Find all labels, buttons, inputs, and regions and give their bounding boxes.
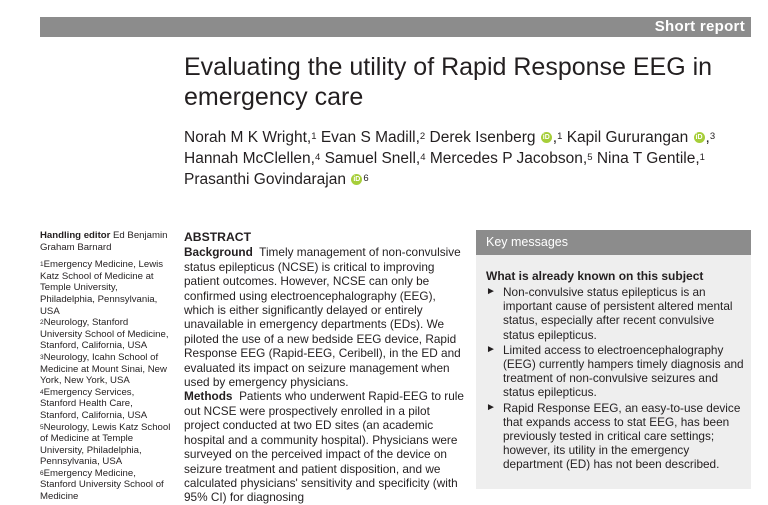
list-item xyxy=(486,343,745,400)
author-name: Samuel Snell, xyxy=(324,150,421,167)
key-messages-list xyxy=(476,285,751,472)
author-affiliation: 3 xyxy=(709,131,716,142)
handling-editor xyxy=(40,230,172,253)
abstract-methods xyxy=(184,389,466,504)
abstract-heading: ABSTRACT xyxy=(184,230,252,244)
affiliation-text: Emergency Medicine, Lewis Katz School of Medicine at Temple University, Philadelphia, Pennsylvania, USA xyxy=(40,259,164,317)
article-type-banner xyxy=(40,17,751,37)
list-item xyxy=(486,401,745,472)
author-name: Nina T Gentile, xyxy=(596,150,700,167)
affiliation-text: Neurology, Icahn School of Medicine at Mount Sinai, New York, New York, USA xyxy=(40,351,167,387)
author-name: Evan S Madill, xyxy=(320,129,420,146)
author-affiliation: 1 xyxy=(557,131,563,142)
affiliation xyxy=(40,422,172,468)
author-affiliation: 2 xyxy=(419,131,426,142)
author-name: Derek Isenberg xyxy=(429,129,536,146)
methods-text: Patients who underwent Rapid-EEG to rule out NCSE were prospectively enrolled in a pilot project conducted at two ED sites (an academic hospital and a community hospital). Physicians were surveyed on the perceived impact of the device on seizure treatment and patient disposition, and we calculated physicians' sensitivity and specificity (with 95% CI) for diagnosing xyxy=(184,389,464,505)
abstract xyxy=(184,230,466,505)
affiliation xyxy=(40,259,172,317)
author-name: Prasanthi Govindarajan xyxy=(184,171,346,188)
author-affiliation: 1 xyxy=(699,152,705,163)
arrow-right-icon: ► xyxy=(486,286,496,297)
orcid-icon[interactable]: iD xyxy=(542,134,550,142)
affiliation-number: 6 xyxy=(40,469,44,477)
arrow-right-icon: ► xyxy=(486,401,496,413)
author-affiliation: 4 xyxy=(420,152,426,163)
author-name: Mercedes P Jacobson, xyxy=(429,150,588,167)
background-label: Background xyxy=(184,245,253,260)
affiliation-text: Emergency Services, Stanford Health Care, Stanford, California, USA xyxy=(40,386,148,421)
affiliation xyxy=(40,468,172,503)
background-text: Timely management of non-convulsive status epilepticus (NCSE) is critical to improving patient outcomes. However, NCSE can only be confirmed using electroencephalography (EEG), which is either significantly delayed or entirely unavailable in emergency departments (EDs). We piloted the use of a new bedside EEG device, Rapid Response EEG (Rapid-EEG, Ceribell), in the ED and evaluated its impact on seizure management when used by emergency physicians. xyxy=(184,245,461,390)
key-messages-subheading: What is already known on this subject xyxy=(486,269,704,283)
author-list: Norah M K Wright,$^1$ Evan S Madill,$^2$ Derek Isenberg iD ,$^1$ Kapil Gururangan iD ,$^3$ Hannah McClellen,$^4$ Samuel Snell,$^4$ Mercedes P Jacobson,$^5$ Nina T Gentile,$^1$ Prasanthi Govindarajan iD $^6$ xyxy=(184,129,716,188)
affiliation-number: 1 xyxy=(40,261,44,269)
list-item xyxy=(486,285,745,342)
key-messages-heading: Key messages xyxy=(476,230,751,255)
affiliation xyxy=(40,317,172,352)
list-item-text: Non-convulsive status epilepticus is an important cause of persistent altered mental status, especially after recent convulsive status epilepticus. xyxy=(503,285,733,342)
affiliation-text: Emergency Medicine, Stanford University School of Medicine xyxy=(40,467,164,503)
list-item-text: Limited access to electroencephalography (EEG) currently hampers timely diagnosis and treatment of non-convulsive seizures and status epilepticus. xyxy=(503,342,744,400)
author-affiliation: 6 xyxy=(363,173,369,184)
author-name: Kapil Gururangan xyxy=(566,129,689,146)
affiliation xyxy=(40,352,172,387)
affiliation-text: Neurology, Lewis Katz School of Medicine at Temple University, Philadelphia, Pennsylvania, USA xyxy=(40,421,171,468)
affiliation-number: 2 xyxy=(40,319,44,327)
affiliation-text: Neurology, Stanford University School of Medicine, Stanford, California, USA xyxy=(40,317,169,352)
author-affiliation: 5 xyxy=(587,152,593,163)
arrow-right-icon: ► xyxy=(486,343,496,355)
article-type-label: Short report xyxy=(654,18,745,35)
orcid-icon[interactable]: iD xyxy=(353,176,361,184)
author-name: Hannah McClellen, xyxy=(184,150,315,167)
key-messages-box xyxy=(476,230,751,489)
affiliation-number: 4 xyxy=(40,388,44,396)
list-item-text: Rapid Response EEG, an easy-to-use device that expands access to stat EEG, has been previously tested in critical care settings; however, its utility in the emergency department (ED) has not been described. xyxy=(503,400,741,472)
orcid-icon[interactable]: iD xyxy=(695,134,703,142)
abstract-background xyxy=(184,245,466,389)
affiliation-number: 3 xyxy=(40,353,44,361)
sidebar-affiliations xyxy=(40,230,172,503)
author-name: Norah M K Wright, xyxy=(184,129,312,146)
methods-label: Methods xyxy=(184,389,233,404)
affiliation xyxy=(40,387,172,422)
author-affiliation: 1 xyxy=(311,131,317,142)
affiliation-number: 5 xyxy=(40,423,44,431)
article-title: Evaluating the utility of Rapid Response EEG in emergency care xyxy=(184,53,713,111)
author-affiliation: 4 xyxy=(314,152,321,163)
handling-editor-label: Handling editor xyxy=(40,230,111,241)
handling-editor-name: Ed Benjamin Graham Barnard xyxy=(40,230,168,253)
